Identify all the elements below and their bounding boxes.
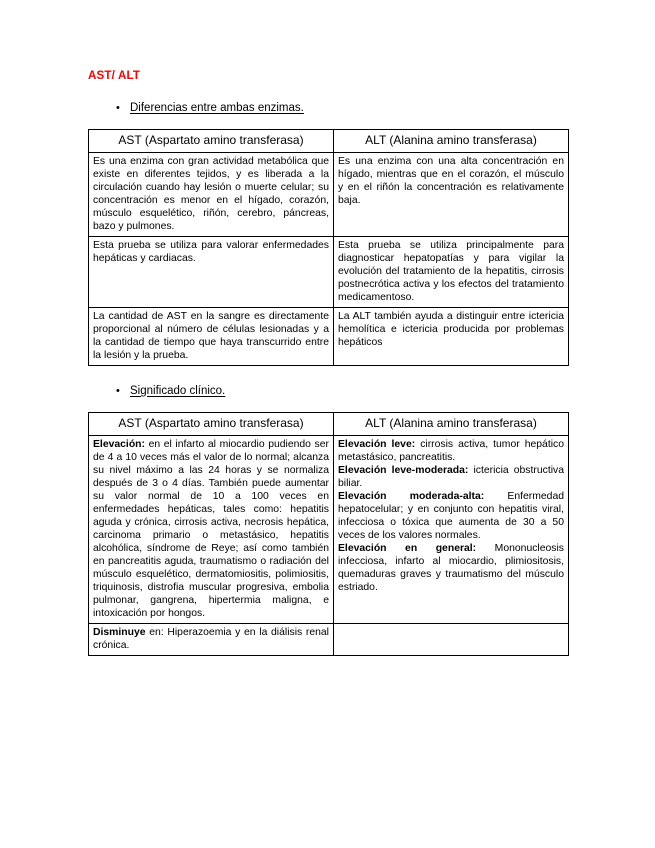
text-elevacion-body: en el infarto al miocardio pudiendo ser de 4 a 10 veces más el valor de lo normal; alcanza su nivel máximo a las 24 horas y se normaliza después de 3 o 4 días. También puede aumentar su valor normal de 10 a 100 veces en enfermedades hepáticas, tales como: hepatitis aguda y crónica, cirrosis activa, necrosis hepática, carcinoma primario o metastásico, hepatitis alcohólica, síndrome de Reye; así como también en pancreatitis aguda, traumatismo o radiación del músculo esquelético, dermatomiositis, polimiositis, triquinosis, distrofia muscular progresiva, embolia pulmonar, gangrena, hipertermia maligna, e intoxicación por hongos. xyxy=(93,438,329,619)
cell-alt: Es una enzima con una alta concentración en hígado, mientras que en el corazón, el músculo y en el riñón la concentración es relativamente baja. xyxy=(334,152,569,236)
paragraph xyxy=(93,626,329,652)
column-header-ast: AST (Aspartato amino transferasa) xyxy=(89,412,334,435)
column-header-alt: ALT (Alanina amino transferasa) xyxy=(334,412,569,435)
cell-ast: Es una enzima con gran actividad metabólica que existe en diferentes tejidos, y es liberada a la circulación cuando hay lesión o muerte celular; su concentración es menor en el hígado, corazón, músculo esquelético, riñón, cerebro, páncreas, bazo y pulmones. xyxy=(89,152,334,236)
paragraph xyxy=(93,438,329,620)
cell-alt-elevaciones xyxy=(334,435,569,623)
table-diferencias xyxy=(88,129,569,366)
table-row xyxy=(89,307,569,365)
label-disminuye: Disminuye xyxy=(93,626,146,638)
cell-alt: Esta prueba se utiliza principalmente para diagnosticar hepatopatías y para vigilar la evolución del tratamiento de la hepatitis, cirrosis postnecrótica activa y los efectos del tratamiento medicamentoso. xyxy=(334,236,569,307)
bullet-point-icon: • xyxy=(116,384,120,397)
cell-ast: Esta prueba se utiliza para valorar enfermedades hepáticas y cardiacas. xyxy=(89,236,334,307)
text-elevacion-leve-moderada-body: ictericia obstructiva biliar. xyxy=(338,464,564,489)
text-elevacion-en-general-body: Mononucleosis infecciosa, infarto al miocardio, plimiositosis, quemaduras graves y traumatismo del músculo estriado. xyxy=(338,542,564,593)
bullet-diferencias xyxy=(88,101,570,116)
table-row xyxy=(89,152,569,236)
page-title: AST/ ALT xyxy=(88,70,141,82)
paragraph-elevacion-en-general xyxy=(338,542,564,594)
table-significado-clinico xyxy=(88,412,569,656)
column-header-alt: ALT (Alanina amino transferasa) xyxy=(334,129,569,152)
cell-ast: La cantidad de AST en la sangre es directamente proporcional al número de células lesionadas y a la cantidad de tiempo que haya transcurrido entre la lesión y la prueba. xyxy=(89,307,334,365)
paragraph-elevacion-leve-moderada xyxy=(338,464,564,490)
cell-ast-elevacion xyxy=(89,435,334,623)
table-row xyxy=(89,435,569,623)
column-header-ast: AST (Aspartato amino transferasa) xyxy=(89,129,334,152)
label-elevacion-leve: Elevación leve: xyxy=(338,438,416,450)
bullet-point-icon: • xyxy=(116,101,120,114)
text-elevacion-leve-body: cirrosis activa, tumor hepático metastásico, pancreatitis. xyxy=(338,438,564,463)
paragraph-elevacion-leve xyxy=(338,438,564,464)
label-elevacion-en-general: Elevación en general: xyxy=(338,542,477,554)
table-row xyxy=(89,623,569,655)
bullet-label-diferencias: Diferencias entre ambas enzimas. xyxy=(130,101,304,114)
bullet-significado xyxy=(88,384,570,399)
label-elevacion: Elevación: xyxy=(93,438,145,450)
cell-ast-disminuye xyxy=(89,623,334,655)
paragraph-elevacion-moderada-alta xyxy=(338,490,564,542)
label-elevacion-moderada-alta: Elevación moderada-alta: xyxy=(338,490,485,502)
text-disminuye-body: en: Hiperazoemia y en la diálisis renal crónica. xyxy=(93,626,329,651)
label-elevacion-leve-moderada: Elevación leve-moderada: xyxy=(338,464,469,476)
cell-alt-empty xyxy=(334,623,569,655)
text-elevacion-moderada-alta-body: Enfermedad hepatocelular; y en conjunto con hepatitis viral, infecciosa o tóxica que aumenta de 30 a 50 veces de los valores normales. xyxy=(338,490,565,541)
table-row xyxy=(89,236,569,307)
bullet-label-significado: Significado clínico. xyxy=(130,384,226,397)
cell-alt: La ALT también ayuda a distinguir entre ictericia hemolítica e ictericia producida por problemas hepáticos xyxy=(334,307,569,365)
table-header-row xyxy=(89,129,569,152)
table-header-row xyxy=(89,412,569,435)
